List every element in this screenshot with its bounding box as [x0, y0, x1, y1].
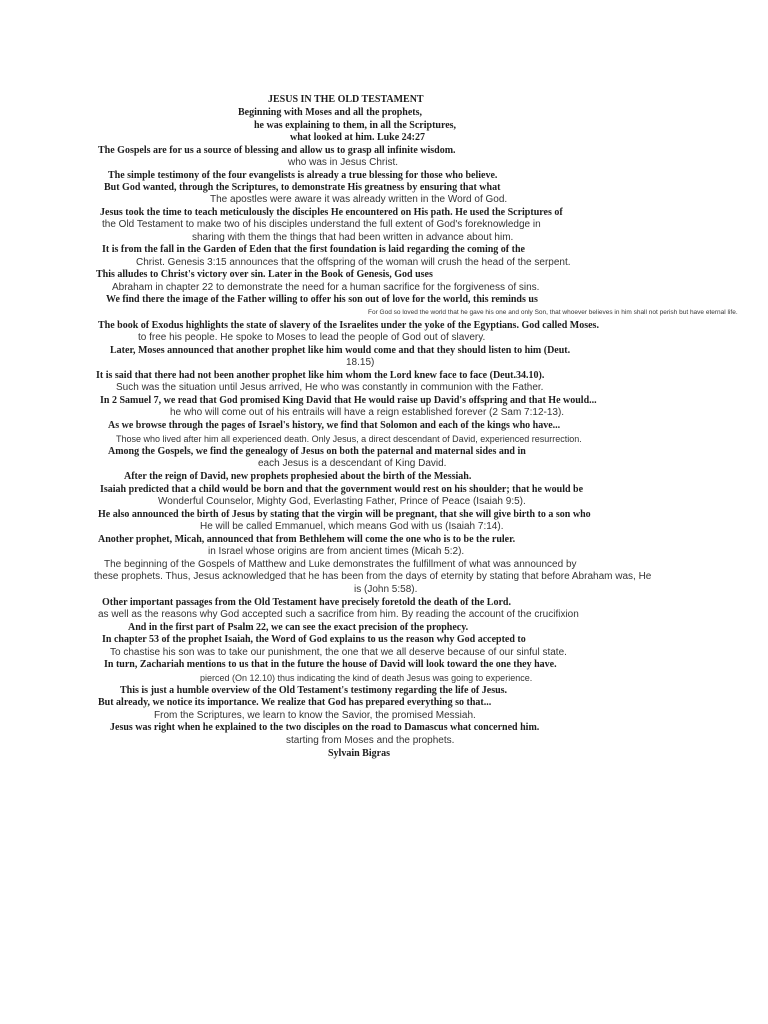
scripture-quote: For God so loved the world that he gave his one and only Son, that whoever believes in him shall not perish but have eternal life. [368, 309, 738, 316]
text-line: who was in Jesus Christ. [288, 157, 399, 168]
text-line: He will be called Emmanuel, which means God with us (Isaiah 7:14). [200, 521, 504, 532]
text-line: The simple testimony of the four evangelists is already a true blessing for those who believe. [108, 170, 498, 181]
text-line: We find there the image of the Father willing to offer his son out of love for the world, this reminds us [106, 294, 538, 305]
text-line: Beginning with Moses and all the prophets, [238, 107, 423, 118]
text-line: To chastise his son was to take our punishment, the one that we all deserve because of our sinful state. [110, 647, 567, 658]
text-line: It is from the fall in the Garden of Eden that the first foundation is laid regarding the coming of the [102, 244, 525, 255]
text-line: is (John 5:58). [354, 584, 418, 595]
text-line: In turn, Zachariah mentions to us that in the future the house of David will look toward the one they have. [104, 659, 557, 670]
text-line: Another prophet, Micah, announced that from Bethlehem will come the one who is to be the ruler. [98, 534, 516, 545]
text-line: what looked at him. Luke 24:27 [290, 132, 426, 143]
text-line: The apostles were aware it was already written in the Word of God. [210, 194, 508, 205]
author-signature: Sylvain Bigras [328, 748, 390, 759]
text-line: the Old Testament to make two of his disciples understand the full extent of God's foreknowledge in [102, 219, 541, 230]
text-line: Those who lived after him all experienced death. Only Jesus, a direct descendant of David, experienced resurrection. [116, 434, 582, 444]
text-line: he who will come out of his entrails will have a reign established forever (2 Sam 7:12-13). [170, 407, 565, 418]
text-line: He also announced the birth of Jesus by stating that the virgin will be pregnant, that she will give birth to a son who [98, 509, 591, 520]
text-line: The Gospels are for us a source of blessing and allow us to grasp all infinite wisdom. [98, 145, 456, 156]
text-line: Jesus was right when he explained to the two disciples on the road to Damascus what concerned him. [110, 722, 540, 733]
text-line: Abraham in chapter 22 to demonstrate the need for a human sacrifice for the forgiveness of sins. [112, 282, 540, 293]
text-line: Such was the situation until Jesus arrived, He who was constantly in communion with the Father. [116, 382, 544, 393]
text-line: Among the Gospels, we find the genealogy of Jesus on both the paternal and maternal sides and in [108, 446, 526, 457]
text-line: The beginning of the Gospels of Matthew and Luke demonstrates the fulfillment of what was announced by [104, 559, 577, 570]
text-line: In 2 Samuel 7, we read that God promised King David that He would raise up David's offspring and that He would... [100, 395, 597, 406]
text-line: in Israel whose origins are from ancient times (Micah 5:2). [208, 546, 465, 557]
text-line: This is just a humble overview of the Old Testament's testimony regarding the life of Jesus. [120, 685, 508, 696]
text-line: these prophets. Thus, Jesus acknowledged that he has been from the days of eternity by stating that before Abraham was, He [94, 571, 652, 582]
text-line: he was explaining to them, in all the Scriptures, [254, 120, 457, 131]
text-line: Other important passages from the Old Testament have precisely foretold the death of the Lord. [102, 597, 511, 608]
text-line: Jesus took the time to teach meticulously the disciples He encountered on His path. He used the Scriptures of [100, 207, 563, 218]
text-line: Christ. Genesis 3:15 announces that the offspring of the woman will crush the head of the serpent. [136, 257, 571, 268]
text-line: pierced (On 12.10) thus indicating the kind of death Jesus was going to experience. [200, 673, 533, 683]
text-line: as well as the reasons why God accepted such a sacrifice from him. By reading the account of the crucifixion [98, 609, 579, 620]
text-line: to free his people. He spoke to Moses to lead the people of God out of slavery. [138, 332, 486, 343]
text-line: each Jesus is a descendant of King David. [258, 458, 447, 469]
text-line: It is said that there had not been another prophet like him whom the Lord knew face to face (Deut.34.10). [96, 370, 545, 381]
text-line: But God wanted, through the Scriptures, to demonstrate His greatness by ensuring that what [104, 182, 501, 193]
text-line: And in the first part of Psalm 22, we can see the exact precision of the prophecy. [128, 622, 469, 633]
text-line: sharing with them the things that had been written in advance about him. [192, 232, 514, 243]
text-line: starting from Moses and the prophets. [286, 735, 455, 746]
document-title: JESUS IN THE OLD TESTAMENT [268, 94, 424, 105]
text-line: The book of Exodus highlights the state of slavery of the Israelites under the yoke of the Egyptians. God called Moses. [98, 320, 599, 331]
text-line: As we browse through the pages of Israel's history, we find that Solomon and each of the kings who have... [108, 420, 561, 431]
text-line: This alludes to Christ's victory over sin. Later in the Book of Genesis, God uses [96, 269, 433, 280]
text-line: From the Scriptures, we learn to know the Savior, the promised Messiah. [154, 710, 476, 721]
text-line: After the reign of David, new prophets prophesied about the birth of the Messiah. [124, 471, 472, 482]
text-line: But already, we notice its importance. We realize that God has prepared everything so that... [98, 697, 492, 708]
text-line: 18.15) [346, 357, 375, 368]
text-line: Later, Moses announced that another prophet like him would come and that they should listen to him (Deut. [110, 345, 571, 356]
text-line: Wonderful Counselor, Mighty God, Everlasting Father, Prince of Peace (Isaiah 9:5). [158, 496, 526, 507]
text-line: In chapter 53 of the prophet Isaiah, the Word of God explains to us the reason why God accepted to [102, 634, 526, 645]
text-line: Isaiah predicted that a child would be born and that the government would rest on his shoulder; that he would be [100, 484, 584, 495]
